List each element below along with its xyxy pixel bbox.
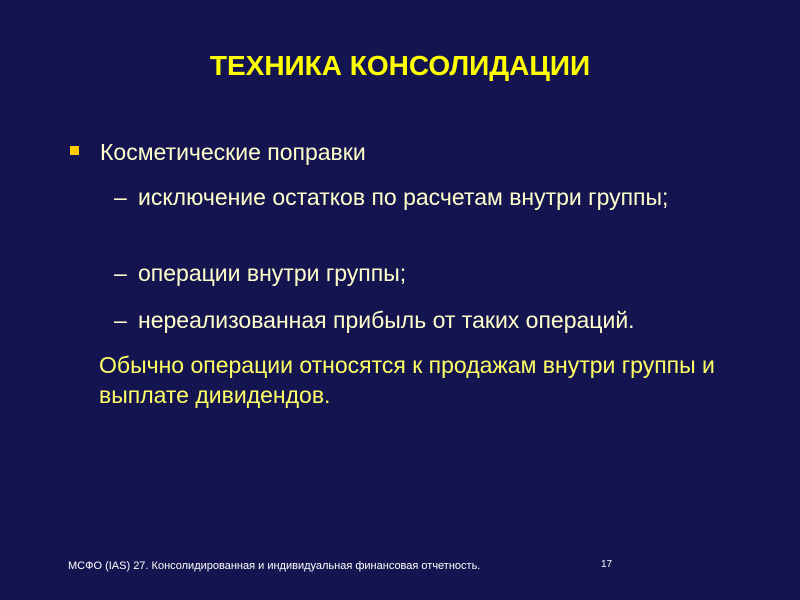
sub-item-1 xyxy=(114,183,714,212)
dash-marker: – xyxy=(114,307,127,333)
note-text: Обычно операции относятся к продажам внутри группы и выплате дивидендов. xyxy=(99,352,715,408)
bullet-text: Косметические поправки xyxy=(100,139,366,165)
dash-marker: – xyxy=(114,260,127,286)
square-bullet-icon xyxy=(70,146,79,155)
sub-item-text: нереализованная прибыль от таких операций. xyxy=(138,307,635,333)
bullet-item xyxy=(70,137,366,167)
footer-text: МСФО (IAS) 27. Консолидированная и индивидуальная финансовая отчетность. xyxy=(68,560,481,572)
sub-item-3 xyxy=(114,306,714,335)
dash-marker: – xyxy=(114,184,127,210)
sub-item-text: исключение остатков по расчетам внутри группы; xyxy=(138,184,669,210)
sub-item-2 xyxy=(114,259,714,288)
slide-title: ТЕХНИКА КОНСОЛИДАЦИИ xyxy=(209,50,591,81)
page-number: 17 xyxy=(601,559,613,570)
sub-item-text: операции внутри группы; xyxy=(138,260,407,286)
